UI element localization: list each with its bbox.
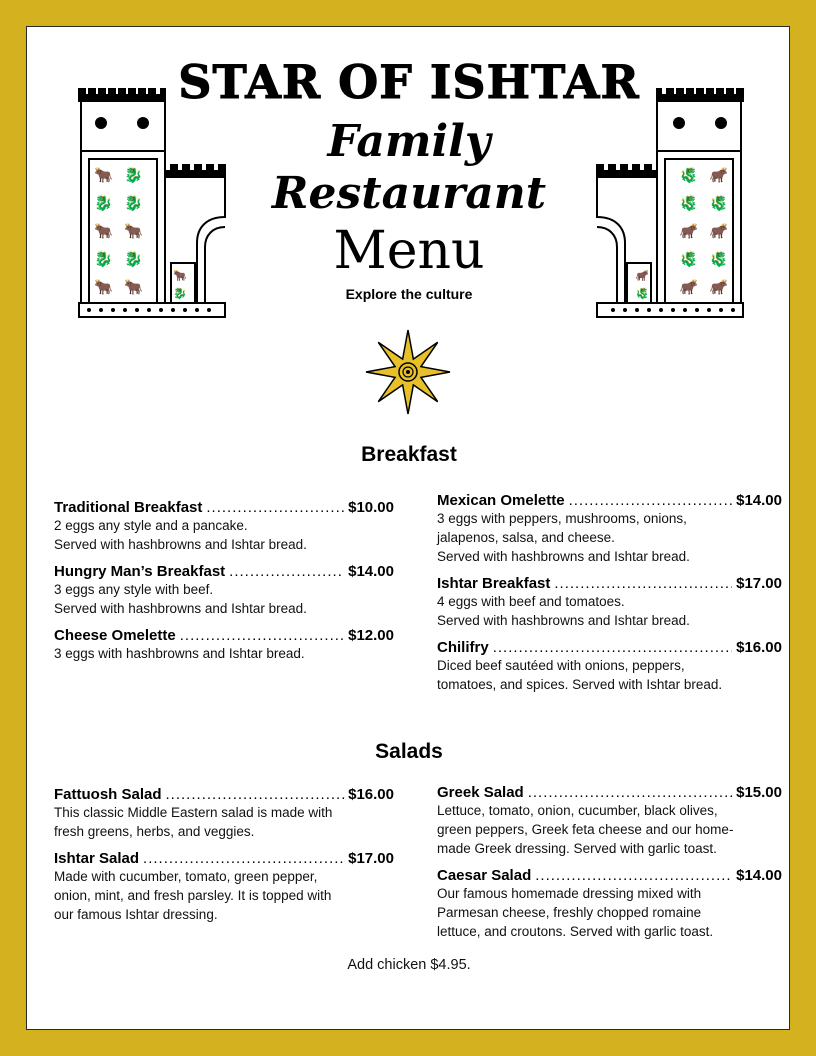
dot-leader [493, 639, 732, 656]
menu-item-name: Caesar Salad [437, 867, 532, 884]
menu-item-header [54, 850, 394, 867]
add-chicken-note: Add chicken $4.95. [347, 957, 471, 973]
menu-item [437, 639, 782, 694]
menu-item-name: Ishtar Breakfast [437, 575, 551, 592]
svg-text:🐉: 🐉 [124, 194, 143, 212]
menu-item [54, 786, 394, 841]
menu-item-name: Greek Salad [437, 784, 524, 801]
menu-item-price: $16.00 [348, 786, 394, 803]
menu-item-description: Served with hashbrowns and Ishtar bread. [437, 613, 690, 628]
menu-item-header [437, 784, 782, 801]
svg-text:🐂: 🐂 [124, 222, 143, 240]
menu-item-description: Made with cucumber, tomato, green pepper, [54, 869, 318, 884]
menu-item [437, 575, 782, 630]
menu-item-price: $10.00 [348, 499, 394, 516]
menu-item-header [437, 867, 782, 884]
menu-item [437, 867, 782, 941]
menu-item [437, 492, 782, 566]
menu-item-name: Traditional Breakfast [54, 499, 203, 516]
subtitle-restaurant: Restaurant [271, 168, 547, 219]
menu-item-price: $14.00 [736, 492, 782, 509]
dot-leader [143, 850, 344, 867]
menu-item-description: 2 eggs any style and a pancake. [54, 518, 248, 533]
svg-text:🐉: 🐉 [679, 194, 698, 212]
menu-item [54, 627, 394, 663]
restaurant-name: STAR OF ISHTAR [178, 55, 640, 109]
section-title-salads: Salads [375, 740, 443, 763]
menu-item-price: $17.00 [348, 850, 394, 867]
salads-right-column [437, 784, 782, 950]
menu-item-name: Chilifry [437, 639, 489, 656]
svg-text:🐉: 🐉 [94, 194, 113, 212]
menu-item-description: jalapenos, salsa, and cheese. [437, 530, 615, 545]
svg-text:🐂: 🐂 [124, 278, 143, 296]
menu-item [54, 563, 394, 618]
menu-item-description: 4 eggs with beef and tomatoes. [437, 594, 625, 609]
svg-text:🐂: 🐂 [635, 269, 649, 282]
svg-text:🐂: 🐂 [709, 222, 728, 240]
svg-text:🐉: 🐉 [679, 250, 698, 268]
menu-item-price: $17.00 [736, 575, 782, 592]
menu-item-name: Hungry Man’s Breakfast [54, 563, 226, 580]
svg-text:🐂: 🐂 [94, 222, 113, 240]
menu-item-description: green peppers, Greek feta cheese and our home- [437, 822, 734, 837]
dot-leader [569, 492, 733, 509]
tagline: Explore the culture [345, 286, 473, 302]
svg-text:🐉: 🐉 [124, 166, 143, 184]
menu-item-header [54, 563, 394, 580]
menu-item-header [437, 639, 782, 656]
menu-item-description: Parmesan cheese, freshly chopped romaine [437, 905, 702, 920]
menu-item-description: Lettuce, tomato, onion, cucumber, black olives, [437, 803, 718, 818]
menu-item-price: $14.00 [736, 867, 782, 884]
menu-item-description: fresh greens, herbs, and veggies. [54, 824, 255, 839]
menu-item-header [54, 499, 394, 516]
menu-item-description: 3 eggs with hashbrowns and Ishtar bread. [54, 646, 305, 661]
menu-item-description: 3 eggs any style with beef. [54, 582, 214, 597]
svg-text:🐉: 🐉 [173, 287, 187, 300]
menu-item-price: $14.00 [348, 563, 394, 580]
svg-text:🐂: 🐂 [94, 278, 113, 296]
menu-item-name: Ishtar Salad [54, 850, 140, 867]
menu-item-description: our famous Ishtar dressing. [54, 907, 218, 922]
menu-item-header [437, 575, 782, 592]
breakfast-right-column [437, 492, 782, 703]
dot-leader [180, 627, 344, 644]
svg-text:🐉: 🐉 [709, 194, 728, 212]
menu-item-description: Served with hashbrowns and Ishtar bread. [54, 601, 307, 616]
menu-item-description: tomatoes, and spices. Served with Ishtar bread. [437, 677, 723, 692]
menu-item-description: Our famous homemade dressing mixed with [437, 886, 702, 901]
menu-page [26, 26, 790, 1030]
menu-item [54, 499, 394, 554]
svg-text:🐉: 🐉 [679, 166, 698, 184]
menu-item-name: Fattuosh Salad [54, 786, 162, 803]
menu-item-price: $15.00 [736, 784, 782, 801]
svg-text:🐉: 🐉 [709, 250, 728, 268]
dot-leader [166, 786, 345, 803]
breakfast-left-column [54, 499, 394, 672]
menu-item-price: $16.00 [736, 639, 782, 656]
salads-left-column [54, 786, 394, 933]
dot-leader [206, 499, 344, 516]
menu-item-header [54, 627, 394, 644]
svg-text:🐂: 🐂 [94, 166, 113, 184]
dot-leader [528, 784, 732, 801]
ishtar-star-icon [365, 329, 451, 415]
menu-item [437, 784, 782, 858]
menu-item-price: $12.00 [348, 627, 394, 644]
svg-text:🐉: 🐉 [635, 287, 649, 300]
svg-text:🐂: 🐂 [709, 278, 728, 296]
menu-item-description: onion, mint, and fresh parsley. It is topped with [54, 888, 332, 903]
menu-item-description: lettuce, and croutons. Served with garlic toast. [437, 924, 714, 939]
menu-item-description: Diced beef sautéed with onions, peppers, [437, 658, 685, 673]
dot-leader [554, 575, 732, 592]
subtitle-family: Family [327, 116, 491, 167]
menu-item [54, 850, 394, 924]
svg-text:🐉: 🐉 [124, 250, 143, 268]
menu-item-header [54, 786, 394, 803]
menu-item-name: Mexican Omelette [437, 492, 565, 509]
svg-text:🐉: 🐉 [94, 250, 113, 268]
dot-leader [535, 867, 732, 884]
dot-leader [229, 563, 344, 580]
svg-text:🐂: 🐂 [709, 166, 728, 184]
menu-item-name: Cheese Omelette [54, 627, 176, 644]
svg-text:🐂: 🐂 [173, 269, 187, 282]
menu-heading: Menu [333, 221, 485, 281]
menu-item-description: 3 eggs with peppers, mushrooms, onions, [437, 511, 687, 526]
svg-text:🐂: 🐂 [679, 222, 698, 240]
menu-item-description: made Greek dressing. Served with garlic toast. [437, 841, 717, 856]
menu-item-description: Served with hashbrowns and Ishtar bread. [54, 537, 307, 552]
menu-item-description: This classic Middle Eastern salad is made with [54, 805, 333, 820]
menu-item-header [437, 492, 782, 509]
svg-text:🐂: 🐂 [679, 278, 698, 296]
section-title-breakfast: Breakfast [361, 443, 457, 466]
menu-item-description: Served with hashbrowns and Ishtar bread. [437, 549, 690, 564]
